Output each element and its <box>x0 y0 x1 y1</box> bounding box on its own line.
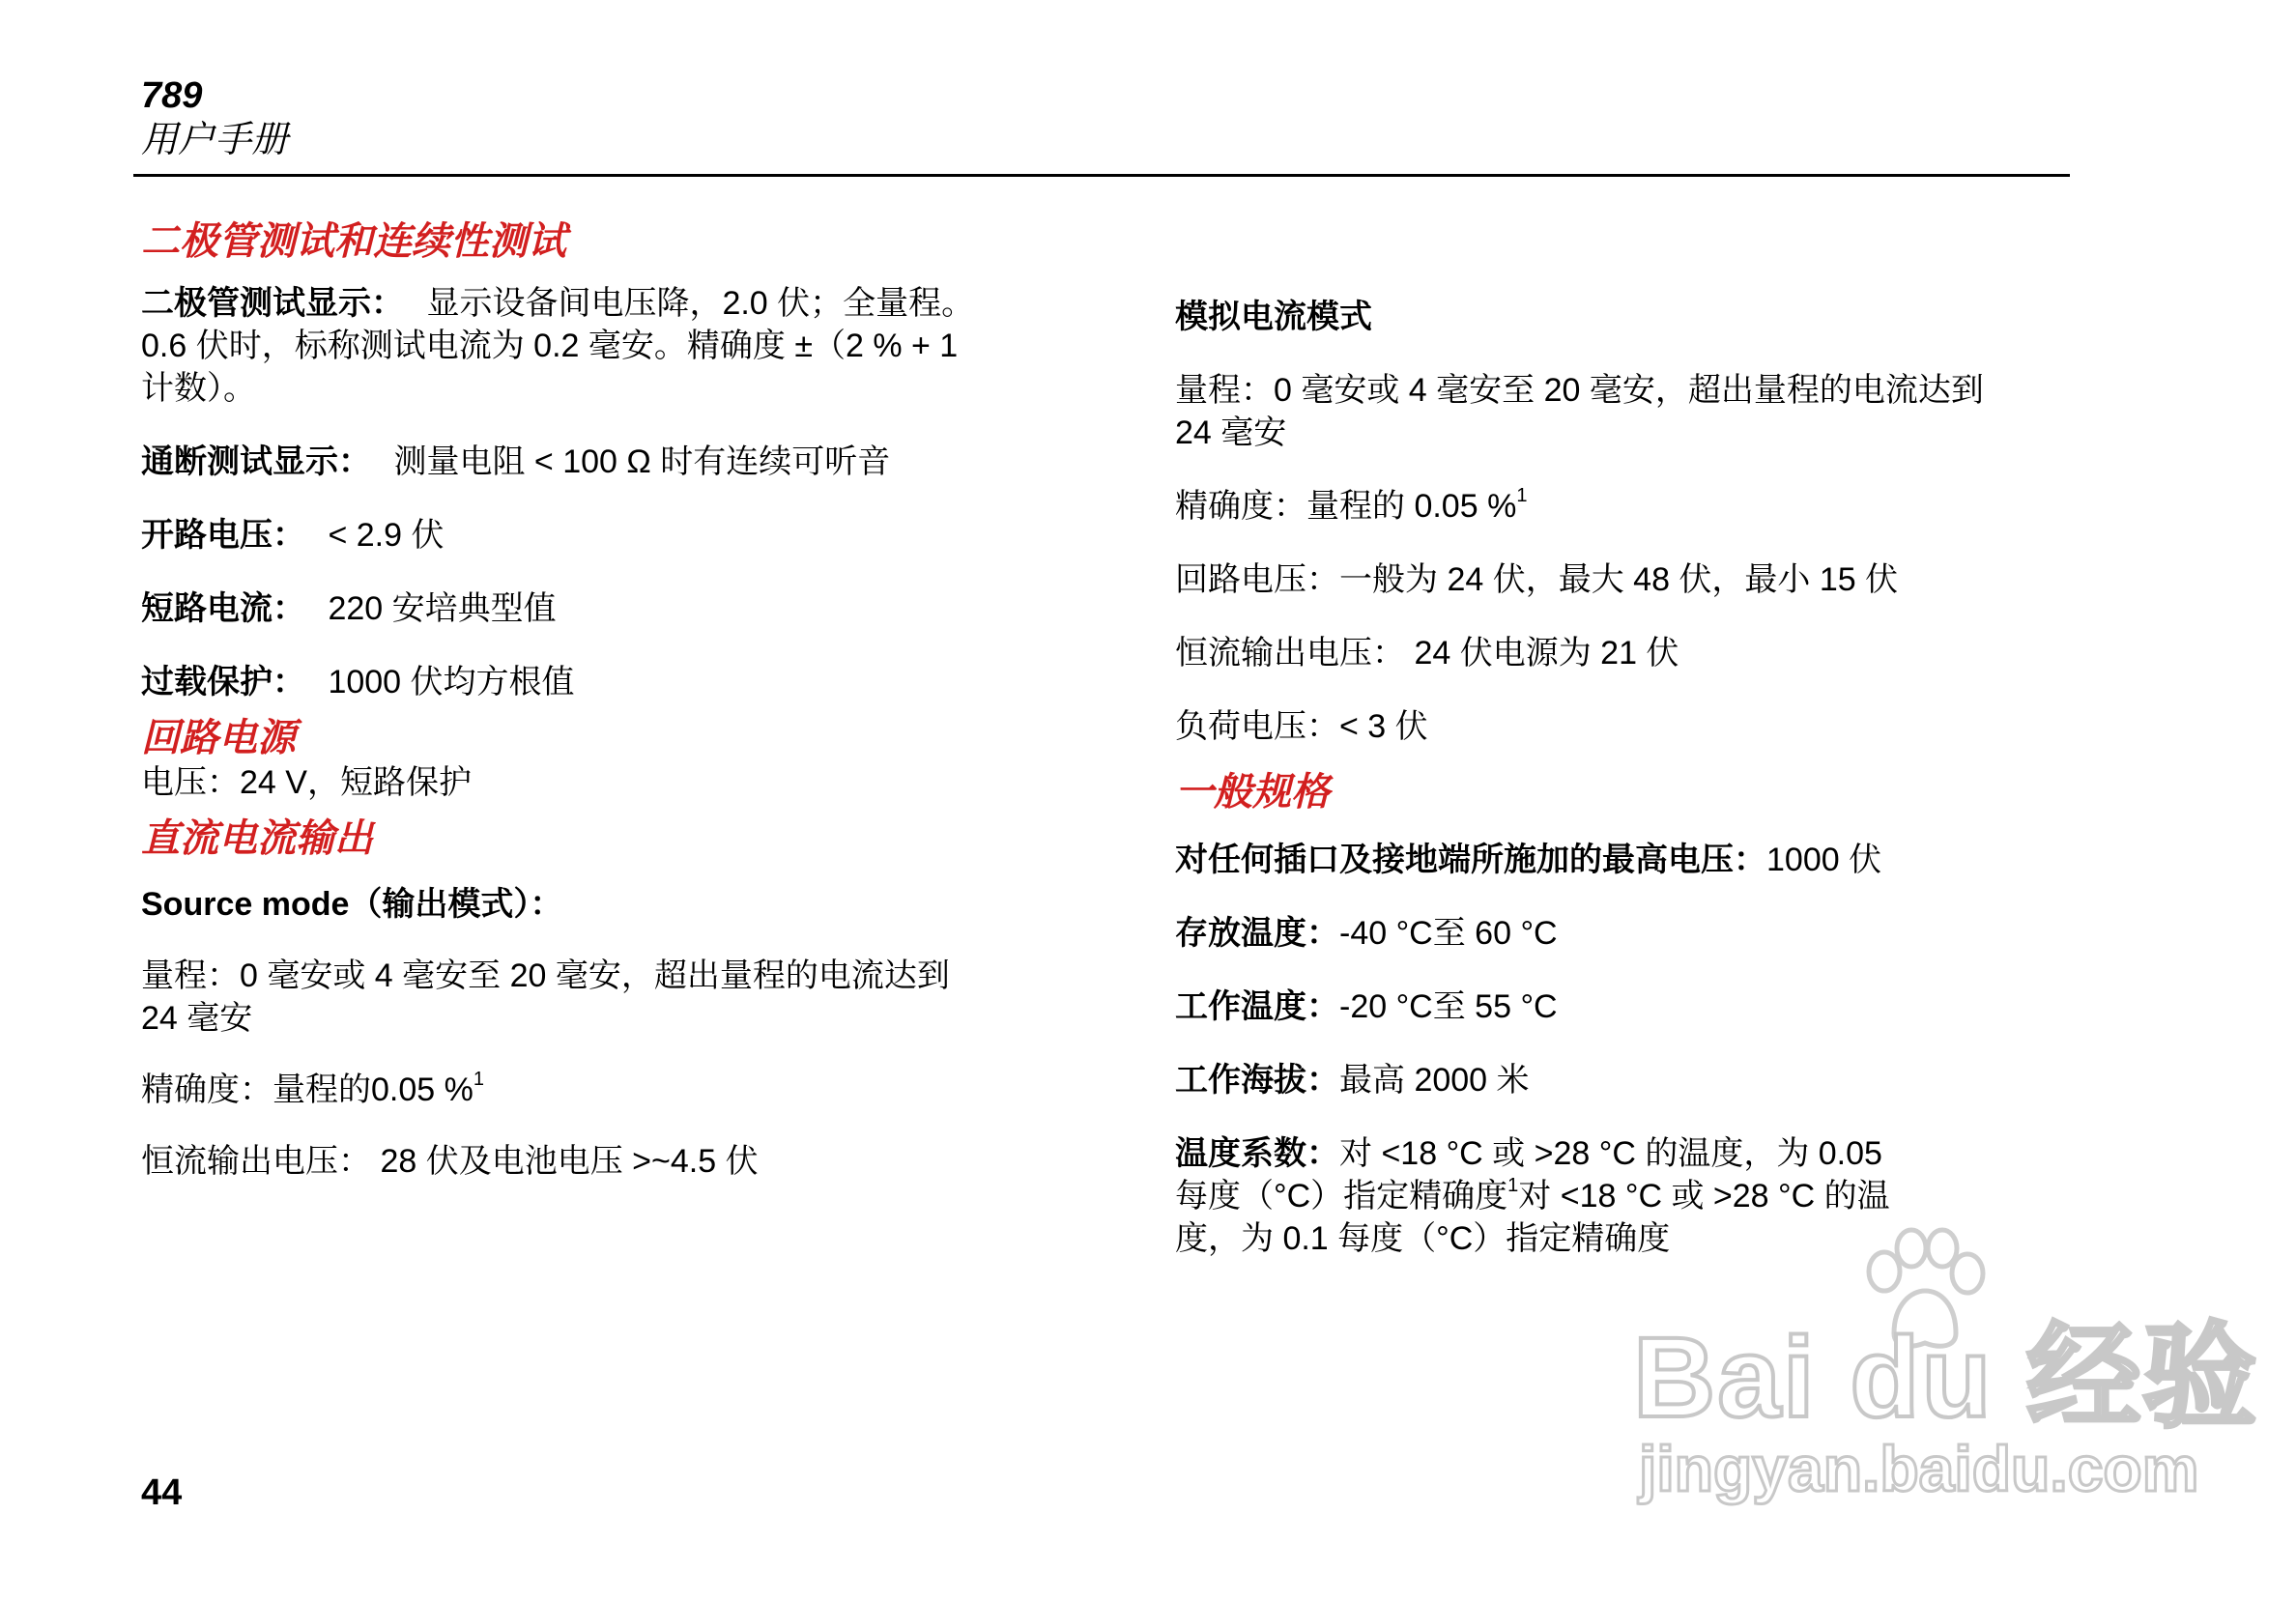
simulate-accuracy: 精确度：量程的 0.05 % <box>1175 488 1517 525</box>
diode-display-line3: 计数）。 <box>141 370 256 407</box>
storage-temp-spec <box>1175 912 2074 955</box>
continuity-value: 测量电阻 < 100 Ω 时有连续可听音 <box>393 443 891 480</box>
short-circuit-value: 220 安培典型值 <box>328 590 557 627</box>
footnote-marker: 1 <box>473 1068 484 1090</box>
loop-power-section-title: 回路电源 <box>141 717 296 759</box>
temp-coefficient-label: 温度系数： <box>1175 1135 1339 1172</box>
right-column <box>1175 296 2074 1260</box>
loop-power-voltage: 电压：24 V，短路保护 <box>141 764 472 801</box>
source-accuracy: 精确度：量程的0.05 % <box>141 1071 474 1108</box>
baidu-watermark <box>1633 1227 2259 1517</box>
max-voltage-value: 1000 伏 <box>1766 842 1882 878</box>
watermark-logo: Bai du 经验 <box>1633 1314 2259 1442</box>
operating-temp-value: -20 °C至 55 °C <box>1339 988 1558 1025</box>
temp-coefficient-line2a: 每度（°C）指定精确度 <box>1175 1178 1508 1214</box>
diode-display-label: 二极管测试显示： <box>141 285 404 322</box>
short-circuit-label: 短路电流： <box>141 590 305 627</box>
footnote-marker: 1 <box>1507 1174 1519 1196</box>
overload-value: 1000 伏均方根值 <box>328 664 575 700</box>
diode-section-title: 二极管测试和连续性测试 <box>141 220 566 263</box>
altitude-value: 最高 2000 米 <box>1339 1062 1530 1099</box>
simulate-range-spec <box>1175 369 2074 454</box>
header-rule <box>133 174 2070 177</box>
source-range-line2: 24 毫安 <box>141 1000 253 1037</box>
max-voltage-spec <box>1175 839 2074 881</box>
storage-temp-label: 存放温度： <box>1175 915 1339 952</box>
simulate-accuracy-spec <box>1175 485 2074 528</box>
page-number: 44 <box>141 1472 183 1513</box>
altitude-spec <box>1175 1059 2074 1101</box>
source-range-line1: 量程：0 毫安或 4 毫安至 20 毫安，超出量程的电流达到 <box>141 957 950 994</box>
altitude-label: 工作海拔： <box>1175 1062 1339 1099</box>
header-subtitle: 用户手册 <box>141 120 289 160</box>
footnote-marker: 1 <box>1516 484 1528 506</box>
watermark-url: jingyan.baidu.com <box>1639 1433 2199 1504</box>
short-circuit-spec <box>141 587 1040 630</box>
simulate-range-line2: 24 毫安 <box>1175 414 1287 451</box>
continuity-label: 通断测试显示： <box>141 443 371 480</box>
simulate-range-line1: 量程：0 毫安或 4 毫安至 20 毫安，超出量程的电流达到 <box>1175 372 1984 409</box>
max-voltage-label: 对任何插口及接地端所施加的最高电压： <box>1175 842 1766 878</box>
operating-temp-label: 工作温度： <box>1175 988 1339 1025</box>
general-spec-section-title: 一般规格 <box>1175 771 1330 814</box>
source-compliance-spec: 恒流输出电压： 28 伏及电池电压 >~4.5 伏 <box>141 1143 759 1180</box>
burden-voltage-spec: 负荷电压：< 3 伏 <box>1175 708 1428 745</box>
simulate-compliance-spec: 恒流输出电压： 24 伏电源为 21 伏 <box>1175 635 1679 671</box>
diode-display-line1: 显示设备间电压降，2.0 伏；全量程。 <box>426 285 975 322</box>
overload-spec <box>141 661 1040 703</box>
source-accuracy-spec <box>141 1069 1040 1111</box>
overload-label: 过载保护： <box>141 664 305 700</box>
open-circuit-spec <box>141 514 1040 557</box>
diode-display-line2: 0.6 伏时，标称测试电流为 0.2 毫安。精确度 ±（2 % + 1 <box>141 328 959 364</box>
source-mode-heading: Source mode（输出模式）： <box>141 886 563 923</box>
temp-coefficient-line2b: 对 <18 °C 或 >28 °C 的温 <box>1518 1178 1890 1214</box>
header-model: 789 <box>141 75 203 116</box>
temp-coefficient-line1: 对 <18 °C 或 >28 °C 的温度，为 0.05 <box>1339 1135 1882 1172</box>
diode-display-spec <box>141 282 1040 410</box>
open-circuit-value: < 2.9 伏 <box>328 517 445 554</box>
dc-output-section-title: 直流电流输出 <box>141 817 373 860</box>
source-range-spec <box>141 955 1040 1040</box>
loop-voltage-spec: 回路电压：一般为 24 伏，最大 48 伏，最小 15 伏 <box>1175 561 1899 598</box>
temp-coefficient-line3: 度，为 0.1 每度（°C）指定精确度 <box>1175 1220 1671 1257</box>
simulate-mode-heading: 模拟电流模式 <box>1175 299 1372 335</box>
open-circuit-label: 开路电压： <box>141 517 305 554</box>
left-column <box>141 218 1040 1183</box>
storage-temp-value: -40 °C至 60 °C <box>1339 915 1558 952</box>
continuity-spec <box>141 441 1040 483</box>
operating-temp-spec <box>1175 986 2074 1028</box>
